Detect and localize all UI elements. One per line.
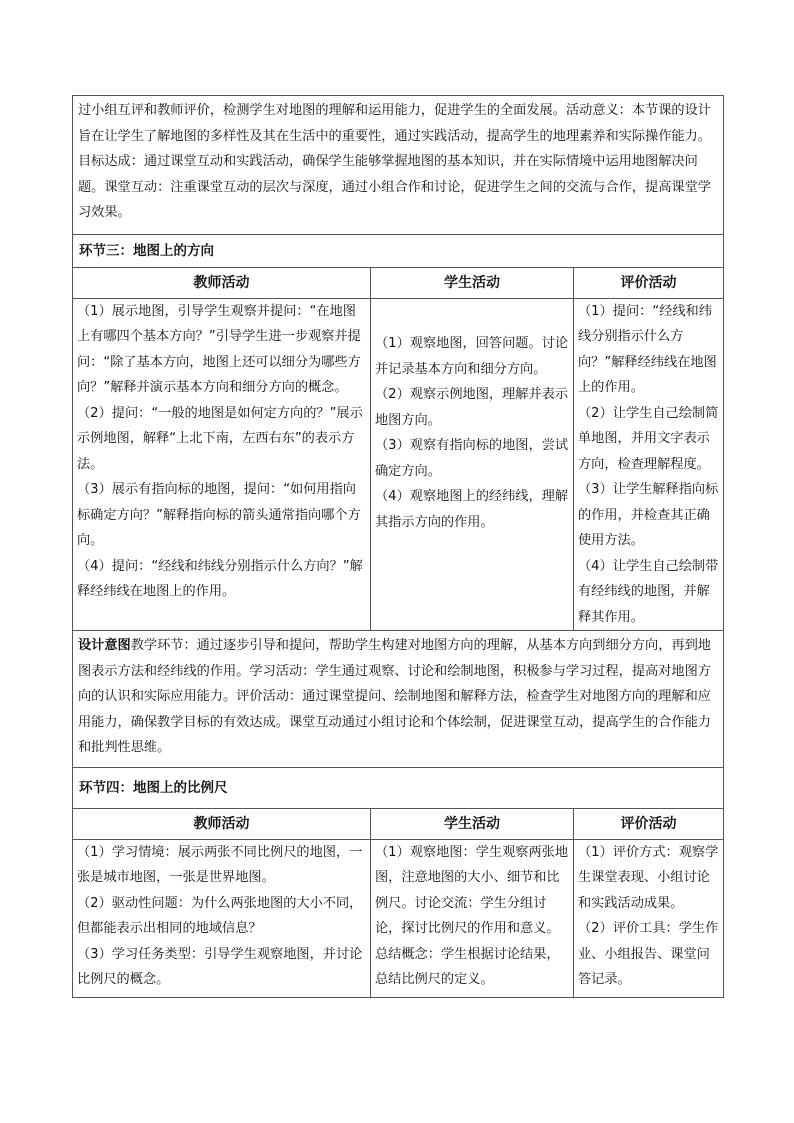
design-intent-label: 设计意图 bbox=[78, 638, 131, 653]
lesson-plan-table bbox=[72, 95, 724, 998]
section4-header-row bbox=[73, 808, 724, 839]
section3-design-cell bbox=[73, 631, 724, 768]
section3-header-row bbox=[73, 267, 724, 298]
section3-evaluation-item: （4）让学生自己绘制带有经纬线的地图，并解释其作用。 bbox=[578, 558, 719, 625]
section3-teacher-item: （2）提问：“一般的地图是如何定方向的？”展示示例地图，解释“上北下南，左西右东”的表示方法。 bbox=[77, 405, 363, 472]
section3-teacher-item: （1）展示地图，引导学生观察并提问：“在地图上有哪四个基本方向？”引导学生进一步观察并提问：“除了基本方向，地图上还可以细分为哪些方向？”解释并演示基本方向和细分方向的概念。 bbox=[77, 303, 361, 395]
section3-student-item: （2）观察示例地图，理解并表示地图方向。 bbox=[375, 387, 569, 428]
section3-evaluation-item: （1）提问：“经线和纬线分别指示什么方向？”解释经纬线在地图上的作用。 bbox=[578, 303, 717, 395]
section3-student-item: （1）观察地图，回答问题。讨论并记录基本方向和细分方向。 bbox=[375, 336, 569, 377]
section4-student-cell bbox=[371, 839, 574, 997]
section4-header-teacher: 教师活动 bbox=[73, 808, 371, 839]
section4-title: 环节四：地图上的比例尺 bbox=[73, 767, 724, 808]
section4-evaluation-item: （1）评价方式：观察学生课堂表现、小组讨论和实践活动成果。 bbox=[578, 844, 719, 911]
design-intent-text: 教学环节：通过逐步引导和提问，帮助学生构建对地图方向的理解，从基本方向到细分方向，再到地图表示方法和经纬线的作用。学习活动：学生通过观察、讨论和绘制地图，积极参与学习过程，提高对地图方向的认识和实际应用能力。评价活动：通过课堂提问、绘制地图和解释方法，检查学生对地图方向的理解和应用能力，确保教学目标的有效达成。课堂互动通过小组讨论和个体绘制，促进课堂互动，提高学生的合作能力和批判性思维。 bbox=[78, 638, 711, 755]
section4-header-student: 学生活动 bbox=[371, 808, 574, 839]
section3-student-item: （4）观察地图上的经纬线，理解其指示方向的作用。 bbox=[375, 489, 569, 530]
section3-teacher-cell bbox=[73, 298, 371, 631]
section4-evaluation-cell bbox=[574, 839, 724, 997]
section4-teacher-item: （1）学习情境：展示两张不同比例尺的地图，一张是城市地图，一张是世界地图。 bbox=[77, 844, 363, 885]
section4-teacher-item: （3）学习任务类型：引导学生观察地图，并讨论比例尺的概念。 bbox=[77, 946, 363, 987]
section3-student-item: （3）观察有指向标的地图，尝试确定方向。 bbox=[375, 438, 569, 479]
section4-title-row bbox=[73, 767, 724, 808]
section3-title-row bbox=[73, 234, 724, 267]
section4-evaluation-item: （2）评价工具：学生作业、小组报告、课堂问答记录。 bbox=[578, 921, 719, 987]
intro-row bbox=[73, 96, 724, 235]
section4-student-item: （1）观察地图：学生观察两张地图，注意地图的大小、细节和比例尺。讨论交流：学生分组讨论，探讨比例尺的作用和意义。总结概念：学生根据讨论结果，总结比例尺的定义。 bbox=[375, 844, 569, 987]
intro-text: 过小组互评和教师评价，检测学生对地图的理解和运用能力，促进学生的全面发展。活动意义：本节课的设计旨在让学生了解地图的多样性及其在生活中的重要性，通过实践活动，提高学生的地理素养和实际操作能力。目标达成：通过课堂互动和实践活动，确保学生能够掌握地图的基本知识，并在实际情境中运用地图解决问题。课堂互动：注重课堂互动的层次与深度，通过小组合作和讨论，促进学生之间的交流与合作，提高课堂学习效果。 bbox=[73, 96, 724, 235]
section4-teacher-item: （2）驱动性问题：为什么两张地图的大小不同，但都能表示出相同的地域信息？ bbox=[77, 895, 363, 936]
section3-teacher-item: （3）展示有指向标的地图，提问：“如何用指向标确定方向？”解释指向标的箭头通常指向哪个方向。 bbox=[77, 482, 361, 548]
section4-content-row bbox=[73, 839, 724, 997]
section3-evaluation-cell bbox=[574, 298, 724, 631]
section3-content-row bbox=[73, 298, 724, 631]
section3-teacher-item: （4）提问：“经线和纬线分别指示什么方向？”解释经纬线在地图上的作用。 bbox=[77, 558, 363, 599]
section3-header-student: 学生活动 bbox=[371, 267, 574, 298]
section3-evaluation-item: （3）让学生解释指向标的作用，并检查其正确使用方法。 bbox=[578, 482, 719, 548]
lesson-plan-page bbox=[72, 95, 723, 998]
section3-design-row bbox=[73, 631, 724, 768]
section3-header-evaluation: 评价活动 bbox=[574, 267, 724, 298]
section3-title: 环节三：地图上的方向 bbox=[73, 234, 724, 267]
section4-header-evaluation: 评价活动 bbox=[574, 808, 724, 839]
section3-evaluation-item: （2）让学生自己绘制简单地图，并用文字表示方向，检查理解程度。 bbox=[578, 405, 719, 472]
section3-student-cell bbox=[371, 298, 574, 631]
section4-teacher-cell bbox=[73, 839, 371, 997]
section3-header-teacher: 教师活动 bbox=[73, 267, 371, 298]
